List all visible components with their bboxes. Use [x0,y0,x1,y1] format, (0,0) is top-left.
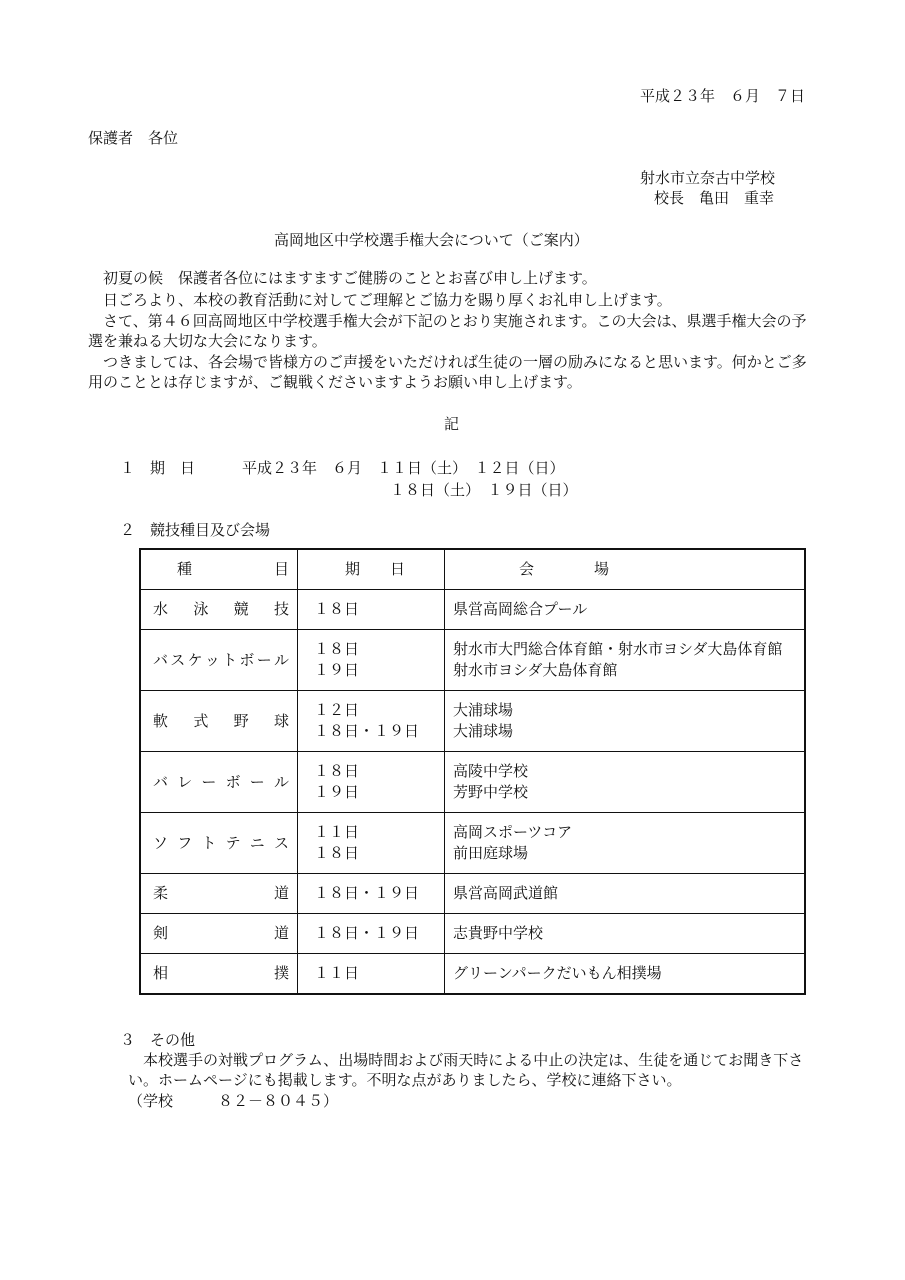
event-char: 道 [273,924,289,942]
table-row [140,752,805,813]
date-line: １８日 [314,762,360,780]
header-venue: 会 場 [445,549,806,590]
intro-paragraph-4: つきましては、各会場で皆様方のご声援をいただければ生徒の一層の励みになると思います。何かとご多用のこととは存じますが、ご観戦くださいますようお願い申し上げます。 [88,353,807,391]
section1-dates-line1: 平成２３年 ６月 １１日（土） １２日（日） [242,459,565,477]
date-line: １１日 [314,823,360,841]
section3-label: ３ その他 [120,1031,196,1049]
section2-label: ２ 競技種目及び会場 [120,521,271,539]
table-row [140,630,805,691]
header-date: 期 日 [298,549,445,590]
venue-line: 射水市ヨシダ大島体育館 [453,661,618,679]
event-char: 水 [153,600,169,618]
date-line: １１日 [314,964,360,982]
venue-line: 県営高岡武道館 [453,884,559,902]
venue-cell [445,691,806,752]
header-event-char-2: 目 [273,560,289,578]
event-char: 技 [273,600,289,618]
date-line: １８日・１９日 [314,924,420,942]
event-char: ボ [239,650,255,669]
intro-paragraph-3: さて、第４６回高岡地区中学校選手権大会が下記のとおり実施されます。この大会は、県選手権大会の予選を兼ねる大切な大会になります。 [88,312,807,350]
venue-cell [445,914,806,954]
venue-line: 芳野中学校 [453,783,529,801]
event-char: ボ [225,772,241,791]
event-char: 野 [233,711,249,730]
venue-cell [445,813,806,874]
event-char: ニ [249,833,265,852]
venue-cell [445,630,806,691]
header-event [140,549,298,590]
table-row [140,813,805,874]
table-row [140,914,805,954]
venue-cell [445,752,806,813]
date-cell [298,630,445,691]
section3-body: 本校選手の対戦プログラム、出場時間および雨天時による中止の決定は、生徒を通じてお聞き下さい。ホームページにも掲載します。不明な点がありましたら、学校に連絡下さい。 [128,1051,804,1089]
date-line: １８日 [314,600,360,618]
event-cell [140,630,298,691]
event-char: ル [273,650,289,669]
date-line: １２日 [314,701,360,719]
event-char: ト [201,833,217,852]
venue-line: 射水市大門総合体育館・射水市ヨシダ大島体育館 [453,640,783,658]
event-char: 剣 [153,924,169,942]
sender-school: 射水市立奈古中学校 [640,169,776,187]
header-event-char-1: 種 [177,560,193,578]
event-char: 競 [233,600,249,618]
date-line: １８日 [314,640,360,658]
ki-heading: 記 [444,415,460,433]
event-cell [140,954,298,995]
event-char: 式 [193,711,209,730]
event-cell [140,590,298,630]
date-cell [298,691,445,752]
event-char: ッ [204,650,220,669]
event-char: 軟 [153,711,169,730]
sender-principal: 校長 亀田 重幸 [654,189,775,207]
date-cell [298,813,445,874]
event-cell [140,813,298,874]
event-char: ス [273,833,289,852]
recipient: 保護者 各位 [88,129,179,147]
page-title: 高岡地区中学校選手権大会について（ご案内） [274,231,589,249]
venue-cell [445,954,806,995]
venue-line: 高岡スポーツコア [453,823,573,841]
event-char: バ [153,772,169,791]
event-char: ー [201,772,217,791]
date-cell [298,914,445,954]
event-cell [140,914,298,954]
section1-dates-line2: １８日（土） １９日（日） [390,481,578,499]
venue-table [139,548,806,995]
event-cell [140,691,298,752]
venue-line: 志貴野中学校 [453,924,544,942]
event-char: 道 [273,884,289,902]
venue-line: 大浦球場 [453,722,514,740]
event-char: レ [177,772,193,791]
event-char: ー [249,772,265,791]
event-char: 柔 [153,884,169,902]
event-char: 球 [273,711,289,730]
venue-cell [445,590,806,630]
date-line: １９日 [314,661,360,679]
section1-label: １ 期 日 [120,459,196,477]
event-char: ー [256,650,272,669]
table-header-row [140,549,805,590]
table-row [140,954,805,995]
venue-line: 大浦球場 [453,701,514,719]
intro-paragraph-2: 日ごろより、本校の教育活動に対してご理解とご協力を賜り厚くお礼申し上げます。 [88,291,672,309]
table-row [140,590,805,630]
event-cell [140,874,298,914]
event-char: ル [273,772,289,791]
intro-paragraph-1: 初夏の候 保護者各位にはますますご健勝のこととお喜び申し上げます。 [88,269,597,287]
date-line: １８日・１９日 [314,884,420,902]
date-line: １８日 [314,844,360,862]
event-char: フ [177,833,193,852]
event-char: 泳 [193,600,209,618]
event-char: ス [170,650,186,669]
event-char: バ [153,650,169,669]
event-char: 相 [153,964,169,982]
contact-info: （学校 ８２－８０４５） [128,1092,339,1110]
venue-line: グリーンパークだいもん相撲場 [453,964,662,982]
event-char: ト [222,650,238,669]
date-cell [298,752,445,813]
event-char: ケ [187,650,203,669]
event-cell [140,752,298,813]
table-row [140,874,805,914]
venue-cell [445,874,806,914]
date-line: １８日・１９日 [314,722,420,740]
event-char: 撲 [273,964,289,982]
venue-line: 前田庭球場 [453,844,529,862]
document-date: 平成２３年 ６月 ７日 [640,87,806,105]
date-cell [298,954,445,995]
date-line: １９日 [314,783,360,801]
event-char: ソ [153,833,169,852]
venue-line: 県営高岡総合プール [453,600,588,618]
date-cell [298,874,445,914]
table-row [140,691,805,752]
venue-line: 高陵中学校 [453,762,529,780]
event-char: テ [225,833,241,852]
date-cell [298,590,445,630]
